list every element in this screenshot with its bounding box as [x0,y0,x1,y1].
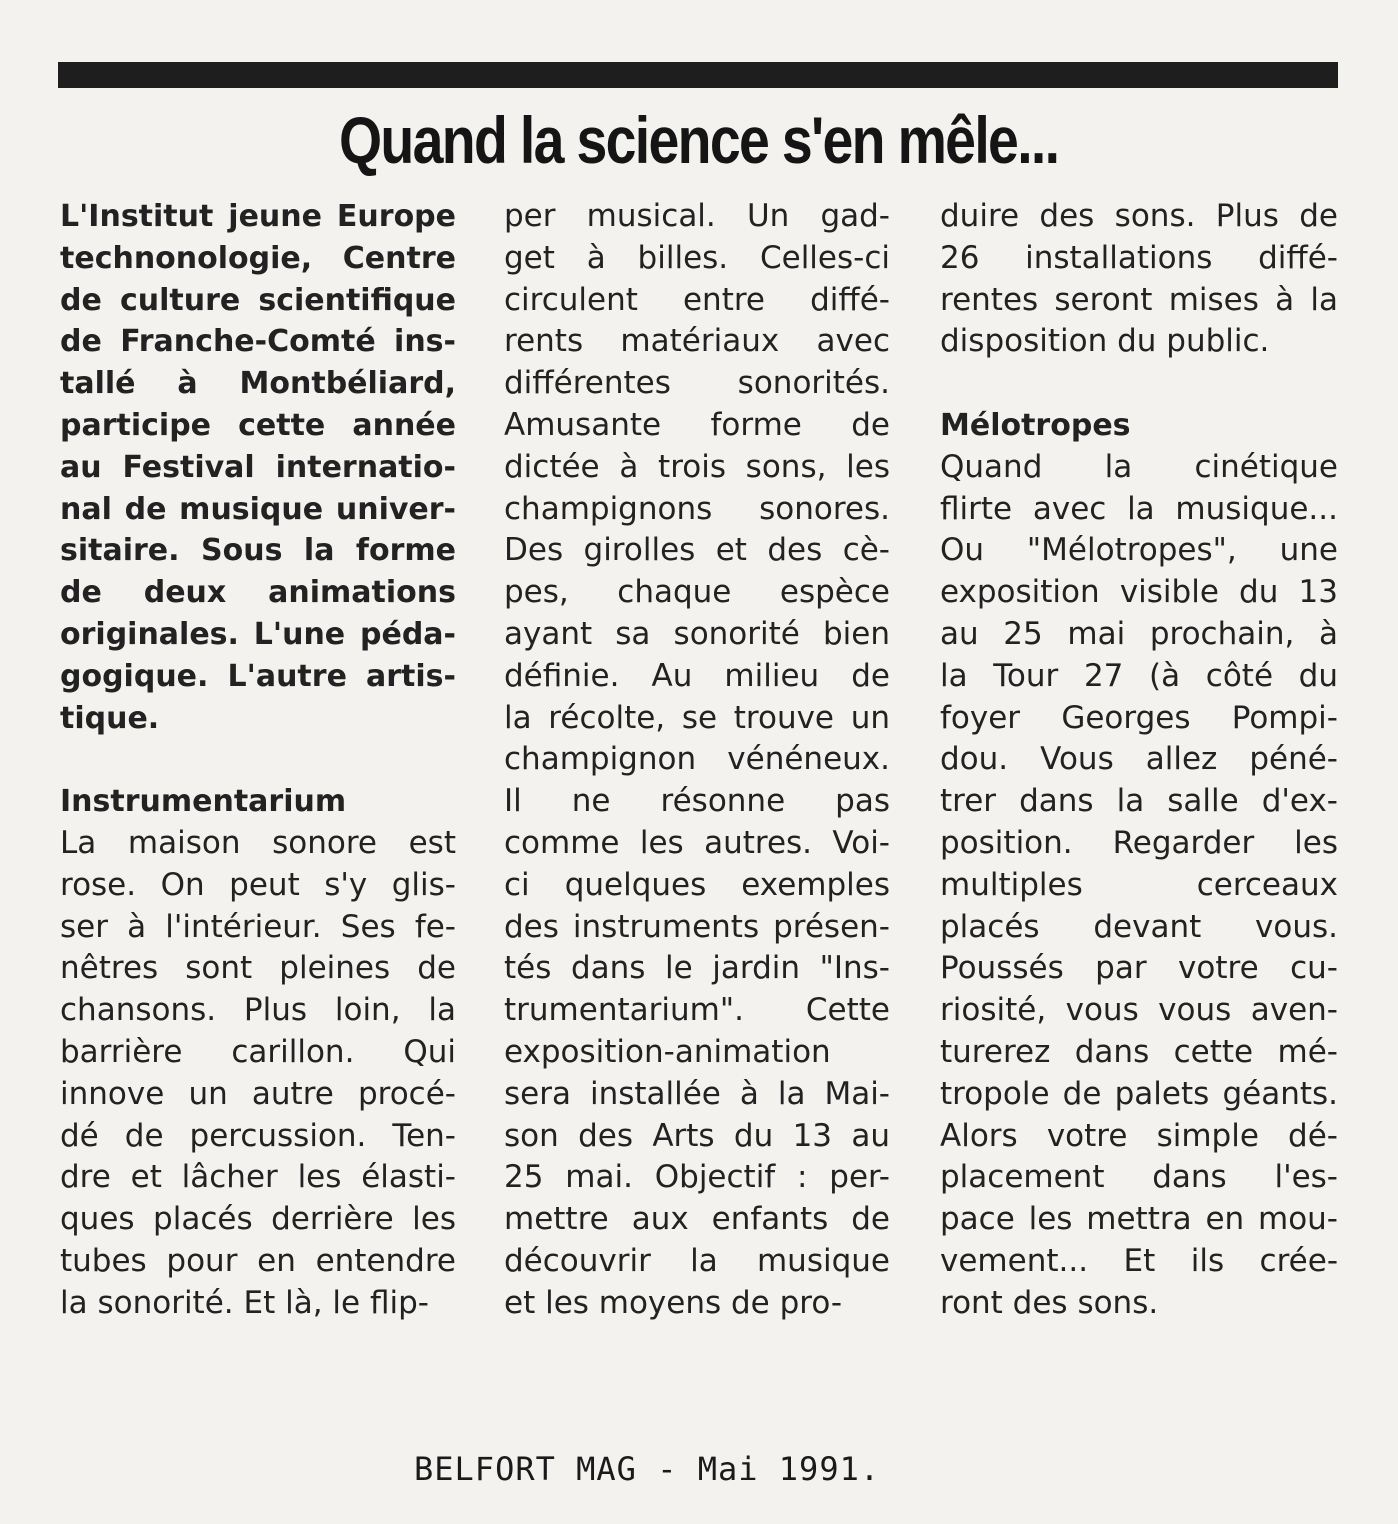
footer-source: BELFORT MAG - Mai 1991. [414,1450,881,1488]
text-line: de deux animations [60,575,456,611]
text-line: mettre aux enfants de [504,1201,890,1238]
text-line: La maison sonore est [60,824,456,861]
top-rule [58,62,1338,88]
text-line: trer dans la salle d'ex- [940,783,1338,820]
text-line: get à billes. Celles-ci [504,239,890,276]
body-paragraph [940,447,1338,1325]
column-3 [940,196,1338,1325]
column-1 [60,196,456,1325]
text-line: barrière carillon. Qui [60,1033,456,1070]
text-line: de culture scientifique [60,282,456,318]
text-line: champignons sonores. [504,490,890,527]
body-paragraph [60,823,456,1325]
column-2 [504,196,890,1325]
text-line: des instruments présen- [504,908,890,945]
text-line: participe cette année [60,407,456,443]
subhead-melotropes: Mélotropes [940,407,1131,443]
text-line: rose. On peut s'y glis- [60,866,456,903]
text-line: dictée à trois sons, les [504,448,890,485]
text-line: exposition visible du 13 [940,574,1338,611]
text-line: Des girolles et des cè- [504,532,890,569]
text-line: tique. [60,700,160,736]
text-line: flirte avec la musique... [940,490,1338,527]
text-line: rents matériaux avec [504,323,890,360]
text-line: Ou "Mélotropes", une [940,532,1338,569]
text-line: dé de percussion. Ten- [60,1117,456,1154]
text-line: comme les autres. Voi- [504,824,890,861]
text-line: innove un autre procé- [60,1075,456,1112]
text-line: découvrir la musique [504,1242,890,1279]
text-line: son des Arts du 13 au [504,1117,890,1154]
text-line: différentes sonorités. [504,365,890,402]
text-line: disposition du public. [940,323,1270,360]
body-paragraph [504,196,890,1325]
text-line: au Festival internatio- [60,449,456,485]
text-line: de Franche-Comté ins- [60,324,456,360]
text-line: la récolte, se trouve un [504,699,890,736]
text-line: chansons. Plus loin, la [60,992,456,1029]
text-line: turerez dans cette mé- [940,1033,1338,1070]
text-line: 26 installations diffé- [940,239,1338,276]
text-line: tubes pour en entendre [60,1242,456,1279]
text-line: 25 mai. Objectif : per- [504,1159,890,1196]
spacer [60,739,456,781]
text-line: exposition-animation [504,1033,831,1070]
text-line: tropole de palets géants. [940,1075,1338,1112]
text-line: gogique. L'autre artis- [60,658,456,694]
subhead-instrumentarium: Instrumentarium [60,784,347,820]
text-line: ront des sons. [940,1284,1159,1321]
text-line: Il ne résonne pas [504,783,890,820]
text-line: ser à l'intérieur. Ses fe- [60,908,456,945]
text-line: pes, chaque espèce [504,574,890,611]
text-line: la Tour 27 (à côté du [940,657,1338,694]
spacer [940,363,1338,405]
text-line: sitaire. Sous la forme [60,533,456,569]
text-line: et les moyens de pro- [504,1284,843,1321]
text-line: L'Institut jeune Europe [60,199,456,234]
text-line: originales. L'une péda- [60,616,456,652]
text-line: placement dans l'es- [940,1159,1338,1196]
text-line: la sonorité. Et là, le flip- [60,1284,429,1321]
text-line: champignon vénéneux. [504,741,890,778]
text-line: dou. Vous allez péné- [940,741,1338,778]
text-line: tés dans le jardin "Ins- [504,950,890,987]
text-line: au 25 mai prochain, à [940,615,1338,652]
text-line: nal de musique univer- [60,491,456,527]
text-line: duire des sons. Plus de [940,198,1338,234]
text-line: position. Regarder les [940,824,1338,861]
text-line: placés devant vous. [940,908,1338,945]
article-title: Quand la science s'en mêle... [338,103,1059,177]
text-line: technonologie, Centre [60,240,456,276]
text-line: nêtres sont pleines de [60,950,456,987]
text-line: foyer Georges Pompi- [940,699,1338,736]
body-paragraph [940,196,1338,363]
text-line: ques placés derrière les [60,1201,456,1238]
text-line: rentes seront mises à la [940,281,1338,318]
text-line: dre et lâcher les élasti- [60,1159,456,1196]
text-line: Alors votre simple dé- [940,1117,1338,1154]
text-line: riosité, vous vous aven- [940,992,1338,1029]
text-line: trumentarium". Cette [504,992,890,1029]
text-line: Amusante forme de [504,406,890,443]
text-line: per musical. Un gad- [504,198,890,234]
text-line: multiples cerceaux [940,866,1338,903]
text-line: ayant sa sonorité bien [504,615,890,652]
text-line: ci quelques exemples [504,866,890,903]
text-line: tallé à Montbéliard, [60,366,456,402]
lead-paragraph [60,196,456,739]
text-line: circulent entre diffé- [504,281,890,318]
text-line: vement... Et ils crée- [940,1242,1338,1279]
text-line: définie. Au milieu de [504,657,890,694]
text-line: Quand la cinétique [940,448,1338,485]
text-line: pace les mettra en mou- [940,1201,1338,1238]
text-line: Poussés par votre cu- [940,950,1338,987]
text-line: sera installée à la Mai- [504,1075,890,1112]
